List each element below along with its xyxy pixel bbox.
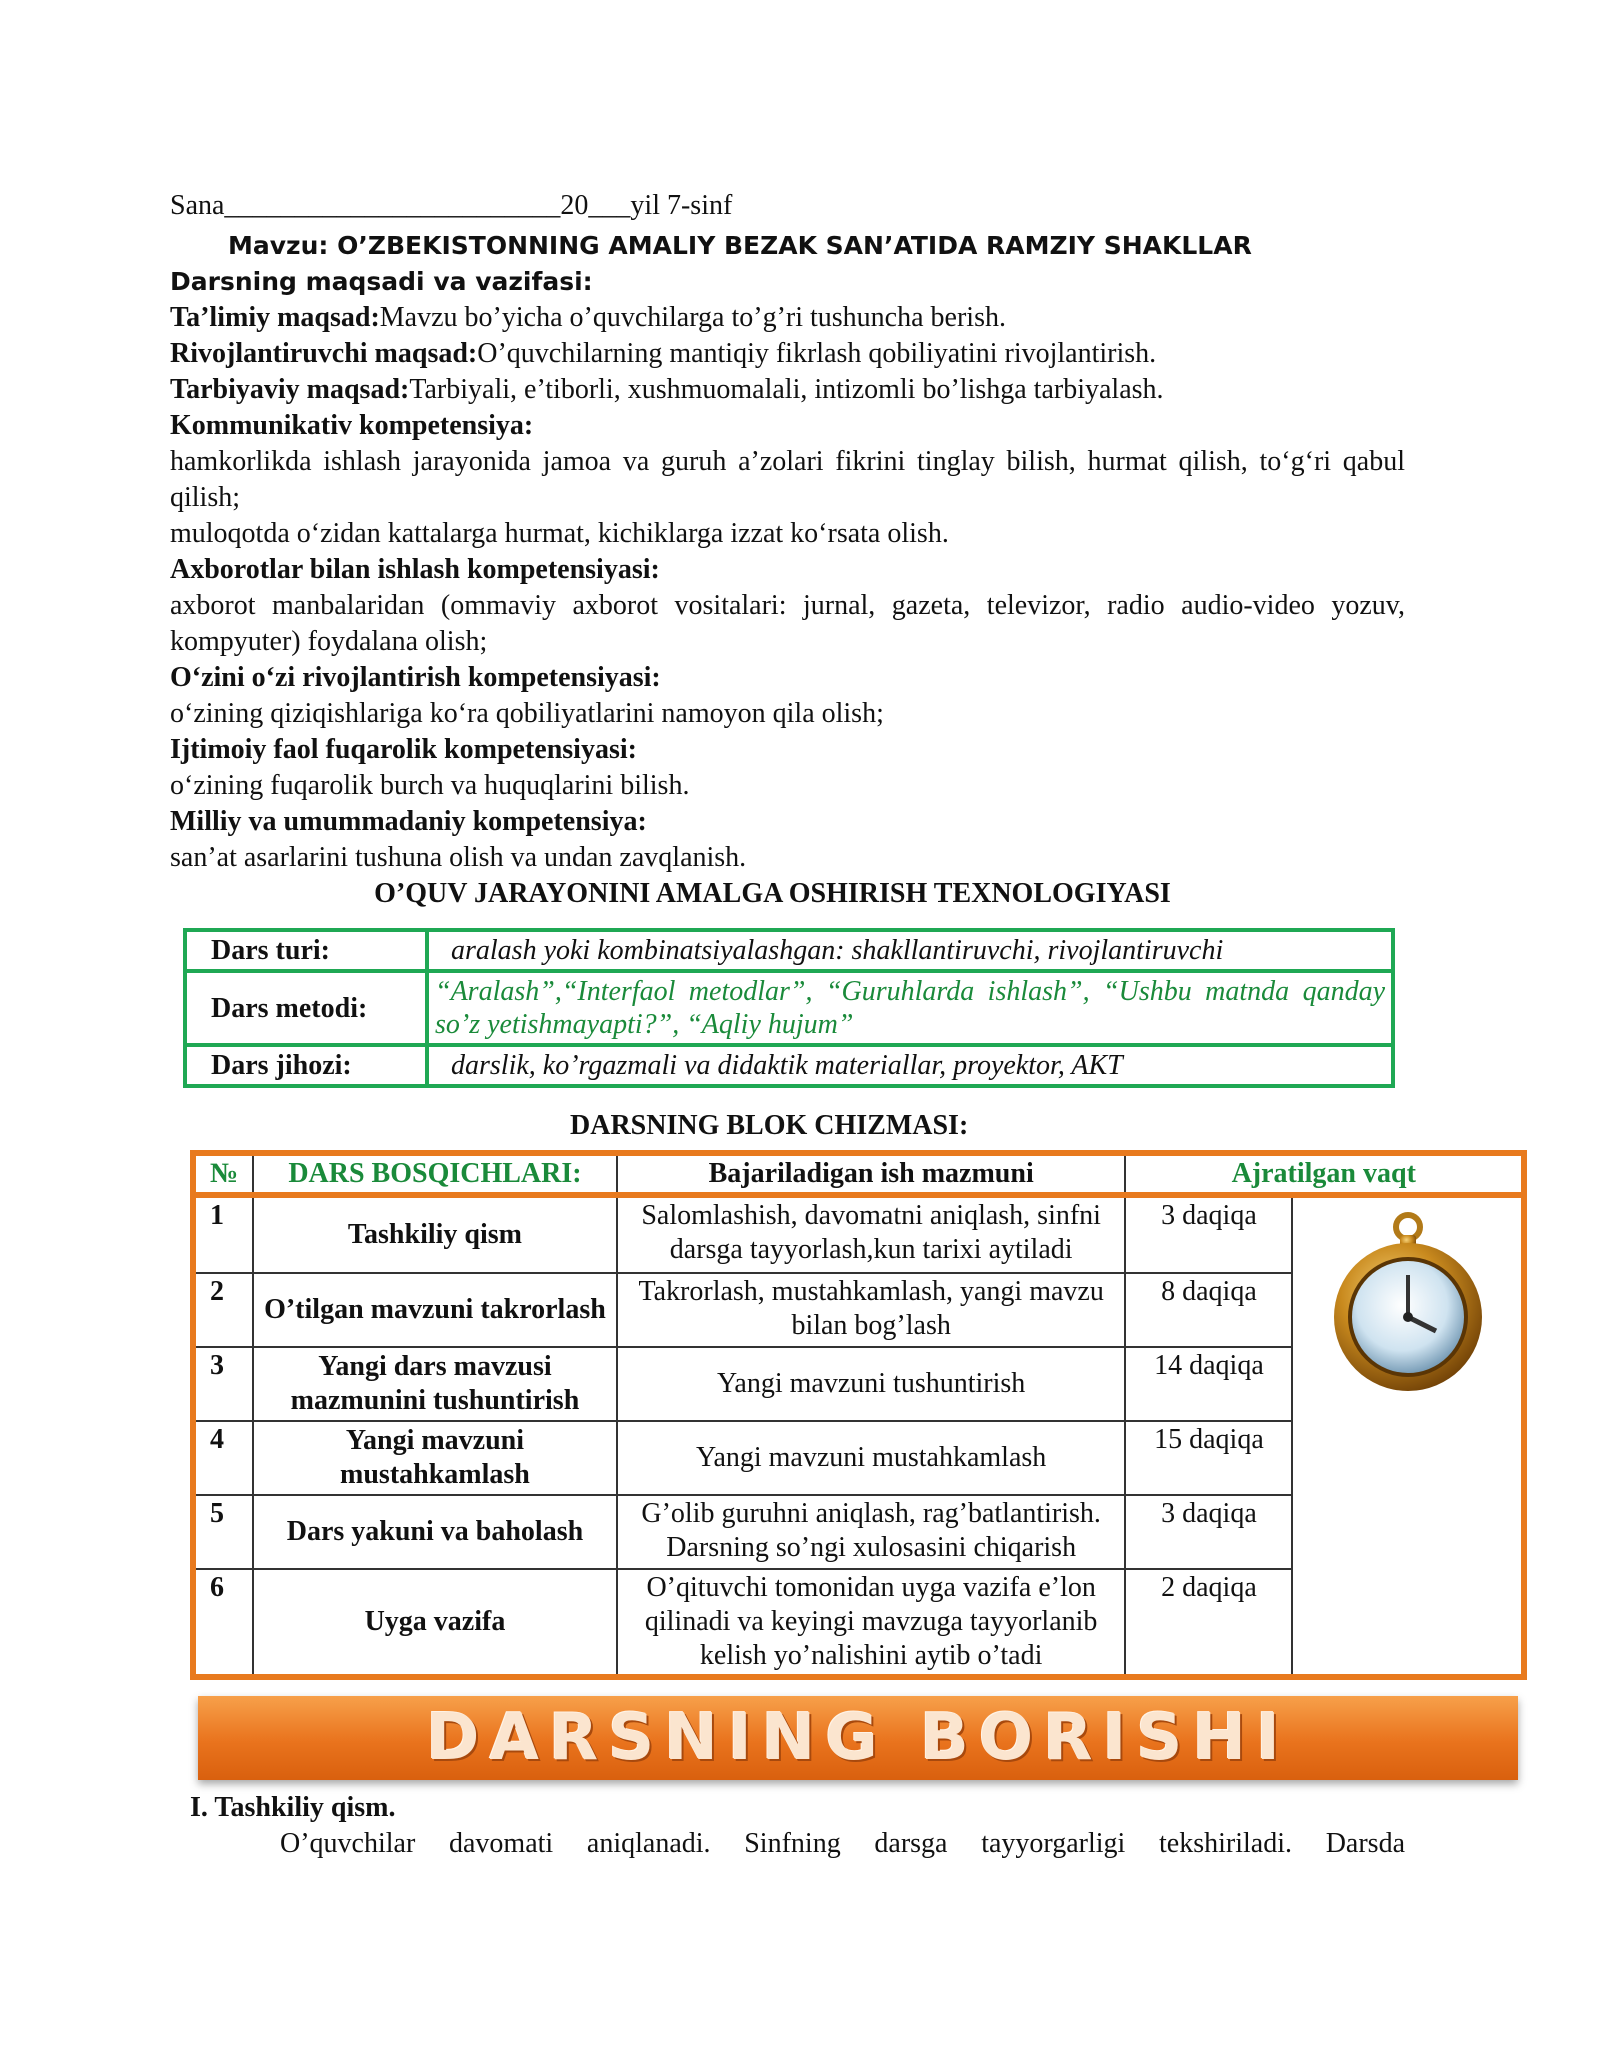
row-stage: Uyga vazifa — [253, 1569, 617, 1677]
competency-text: o‘zining qiziqishlariga ko‘ra qobiliyatlarini namoyon qila olish; — [170, 698, 884, 729]
table-row — [193, 1195, 1524, 1273]
clock-image — [1292, 1195, 1524, 1677]
pocket-watch-icon — [1308, 1209, 1508, 1399]
row-stage: Dars yakuni va baholash — [253, 1495, 617, 1569]
banner-text: DARSNING BORISHI — [426, 1701, 1290, 1775]
goals-title: Darsning maqsadi va vazifasi: — [170, 267, 593, 296]
row-number: 4 — [193, 1421, 253, 1495]
row-work: Takrorlash, mustahkamlash, yangi mavzu bilan bog’lash — [617, 1273, 1126, 1347]
tech-value: aralash yoki kombinatsiyalashgan: shakllantiruvchi, rivojlantiruvchi — [427, 930, 1393, 971]
row-time: 2 daqiqa — [1125, 1569, 1292, 1677]
row-work: Yangi mavzuni tushuntirish — [617, 1347, 1126, 1421]
col-header-time: Ajratilgan vaqt — [1125, 1153, 1524, 1195]
row-time: 15 daqiqa — [1125, 1421, 1292, 1495]
goal-developmental: Rivojlantiruvchi maqsad:O’quvchilarning mantiqiy fikrlash qobiliyatini rivojlantirish. — [170, 338, 1157, 369]
block-scheme-table — [190, 1150, 1527, 1680]
section-title: I. Tashkiliy qism. — [190, 1792, 396, 1823]
document-body — [170, 188, 1405, 912]
col-header-number: № — [193, 1153, 253, 1195]
row-stage: Yangi mavzuni mustahkamlash — [253, 1421, 617, 1495]
competency-title: Axborotlar bilan ishlash kompetensiyasi: — [170, 554, 660, 585]
table-row — [185, 1045, 1393, 1086]
competency-text: hamkorlikda ishlash jarayonida jamoa va guruh a’zolari fikrini tinglay bilish, hurmat qilish, to‘g‘ri qabul qilish; — [170, 446, 1405, 513]
row-work: Salomlashish, davomatni aniqlash, sinfni darsga tayyorlash,kun tarixi aytiladi — [617, 1195, 1126, 1273]
row-stage: O’tilgan mavzuni takrorlash — [253, 1273, 617, 1347]
table-row — [185, 971, 1393, 1045]
tech-label: Dars jihozi: — [185, 1045, 427, 1086]
row-time: 8 daqiqa — [1125, 1273, 1292, 1347]
tech-label: Dars turi: — [185, 930, 427, 971]
block-scheme-title: DARSNING BLOK CHIZMASI: — [570, 1110, 969, 1141]
competency-text: san’at asarlarini tushuna olish va undan zavqlanish. — [170, 842, 747, 873]
row-number: 2 — [193, 1273, 253, 1347]
competency-text: muloqotda o‘zidan kattalarga hurmat, kichiklarga izzat ko‘rsata olish. — [170, 518, 949, 549]
tech-value: darslik, ko’rgazmali va didaktik materiallar, proyektor, AKT — [427, 1045, 1393, 1086]
tech-value: “Aralash”,“Interfaol metodlar”, “Guruhlarda ishlash”, “Ushbu matnda qanday so’z yetishmayapti?”, “Aqliy hujum” — [427, 971, 1393, 1045]
row-stage: Tashkiliy qism — [253, 1195, 617, 1273]
row-work: O’qituvchi tomonidan uyga vazifa e’lon qilinadi va keyingi mavzuga tayyorlanib kelish yo’nalishini aytib o’tadi — [617, 1569, 1126, 1677]
row-number: 1 — [193, 1195, 253, 1273]
competency-title: O‘zini o‘zi rivojlantirish kompetensiyasi: — [170, 662, 661, 693]
date-line: Sana________________________20___yil 7-sinf — [170, 190, 733, 221]
row-time: 14 daqiqa — [1125, 1347, 1292, 1421]
technology-table — [183, 928, 1395, 1088]
col-header-stages: DARS BOSQICHLARI: — [253, 1153, 617, 1195]
competency-title: Milliy va umummadaniy kompetensiya: — [170, 806, 647, 837]
row-time: 3 daqiqa — [1125, 1195, 1292, 1273]
table-row — [185, 930, 1393, 971]
col-header-work: Bajariladigan ish mazmuni — [617, 1153, 1126, 1195]
tech-label: Dars metodi: — [185, 971, 427, 1045]
technology-title: O’QUV JARAYONINI AMALGA OSHIRISH TEXNOLOGIYASI — [374, 878, 1171, 909]
goal-educational: Ta’limiy maqsad:Mavzu bo’yicha o’quvchilarga to’g’ri tushuncha berish. — [170, 302, 1006, 333]
competency-title: Ijtimoiy faol fuqarolik kompetensiyasi: — [170, 734, 637, 765]
lesson-progress-banner — [198, 1696, 1518, 1780]
goal-upbringing: Tarbiyaviy maqsad:Tarbiyali, e’tiborli, xushmuomalali, intizomli bo’lishga tarbiyalash. — [170, 374, 1164, 405]
competency-title: Kommunikativ kompetensiya: — [170, 410, 534, 441]
row-number: 5 — [193, 1495, 253, 1569]
row-work: Yangi mavzuni mustahkamlash — [617, 1421, 1126, 1495]
row-time: 3 daqiqa — [1125, 1495, 1292, 1569]
row-number: 6 — [193, 1569, 253, 1677]
lesson-topic: Mavzu: O’ZBEKISTONNING AMALIY BEZAK SAN’ATIDA RAMZIY SHAKLLAR — [228, 231, 1252, 260]
competency-text: axborot manbalaridan (ommaviy axborot vositalari: jurnal, gazeta, televizor, radio audio-video yozuv, kompyuter) foydalana olish; — [170, 590, 1405, 657]
section-text: O’quvchilar davomati aniqlanadi. Sinfning darsga tayyorgarligi tekshiriladi. Darsda — [280, 1828, 1405, 1859]
row-work: G’olib guruhni aniqlash, rag’batlantirish. Darsning so’ngi xulosasini chiqarish — [617, 1495, 1126, 1569]
row-number: 3 — [193, 1347, 253, 1421]
table-header-row — [193, 1153, 1524, 1195]
competency-text: o‘zining fuqarolik burch va huquqlarini bilish. — [170, 770, 690, 801]
row-stage: Yangi dars mavzusi mazmunini tushuntirish — [253, 1347, 617, 1421]
